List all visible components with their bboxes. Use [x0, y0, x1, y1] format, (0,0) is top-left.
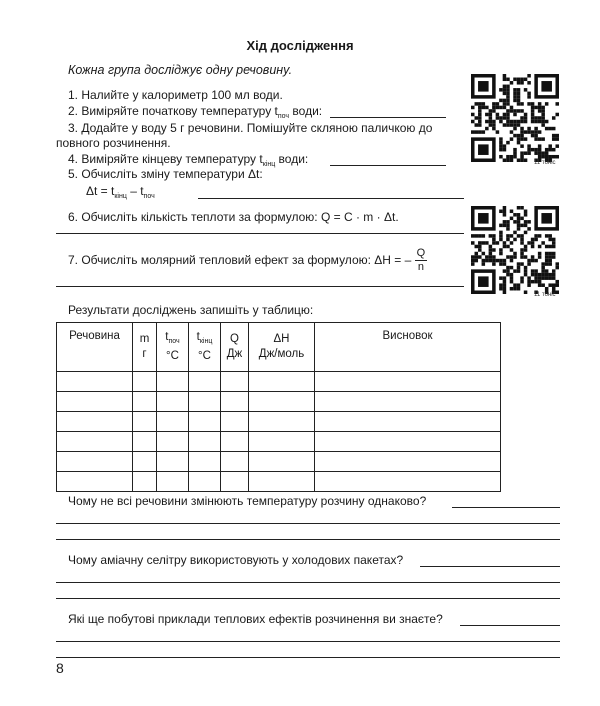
answer-line-t-end[interactable] [330, 165, 446, 166]
header-t-end: $t_{кінц}$ °C [189, 323, 221, 372]
step-1: 1. Налийте у калориметр 100 мл води. [68, 88, 283, 102]
question-1: Чому не всі речовини змінюють температуру розчину однаково? [68, 494, 427, 508]
page-title: Хід дослідження [246, 38, 354, 53]
header-conclusion: Висновок [315, 323, 501, 372]
header-t-start: $t_{поч}$ °C [157, 323, 189, 372]
table-row [57, 392, 501, 412]
qr-caption-1: 11 тоніс [534, 160, 556, 166]
table-row [57, 412, 501, 432]
answer-line-q1-c[interactable] [56, 539, 560, 540]
answer-line-q2-c[interactable] [56, 598, 560, 599]
step-2: 2. Виміряйте початкову температуру $t_{поч}$ води: [68, 104, 323, 120]
step-4: 4. Виміряйте кінцеву температуру $t_{кінц}$ води: [68, 152, 309, 168]
step-3-line-a: 3. Додайте у воду 5 г речовини. Помішуйте скляною паличкою до [68, 121, 433, 135]
table-header-row [57, 323, 501, 372]
page-number: 8 [56, 660, 64, 676]
answer-line-delta-t[interactable] [198, 198, 464, 199]
header-heat: Q Дж [221, 323, 249, 372]
table-row [57, 472, 501, 492]
answer-line-q[interactable] [56, 233, 464, 234]
table-row [57, 452, 501, 472]
question-3: Які ще побутові приклади теплових ефектів розчинення ви знаєте? [68, 612, 443, 626]
answer-line-q3-b[interactable] [56, 641, 560, 642]
qr-code-2[interactable] [470, 206, 560, 294]
answer-line-q1-b[interactable] [56, 523, 560, 524]
step-3-line-b: повного розчинення. [56, 136, 171, 150]
table-row [57, 432, 501, 452]
answer-line-t-start[interactable] [330, 117, 446, 118]
header-mass: m г [133, 323, 157, 372]
qr-code-icon [470, 206, 560, 294]
results-table [56, 322, 501, 492]
answer-line-q2-b[interactable] [56, 582, 560, 583]
step-6: 6. Обчисліть кількість теплоти за формулою: Q = C · m · Δt. [68, 210, 399, 224]
header-substance: Речовина [57, 323, 133, 372]
qr-code-1[interactable] [470, 74, 560, 162]
header-delta-h: ΔH Дж/моль [249, 323, 315, 372]
table-row [57, 372, 501, 392]
answer-line-q2-a[interactable] [420, 566, 560, 567]
answer-line-delta-h[interactable] [56, 286, 464, 287]
answer-line-q3-c[interactable] [56, 657, 560, 658]
question-2: Чому аміачну селітру використовують у холодових пакетах? [68, 553, 404, 567]
step-5: 5. Обчисліть зміну температури Δt: [68, 167, 263, 181]
intro-text: Кожна група досліджує одну речовину. [68, 63, 293, 77]
fraction-q-over-n: $\frac{Q}{n}$ [416, 247, 426, 273]
table-intro: Результати досліджень запишіть у таблицю: [68, 303, 314, 317]
formula-delta-t: $\Delta t = t_{кінц} - t_{поч}$ [86, 184, 155, 200]
qr-code-icon [470, 74, 560, 162]
step-7: 7. Обчисліть молярний тепловий ефект за формулою: ΔH = – $\frac{Q}{n}$ [68, 247, 426, 273]
qr-caption-2: 11 тоніс [534, 292, 556, 298]
answer-line-q3-a[interactable] [460, 625, 560, 626]
answer-line-q1-a[interactable] [452, 507, 560, 508]
